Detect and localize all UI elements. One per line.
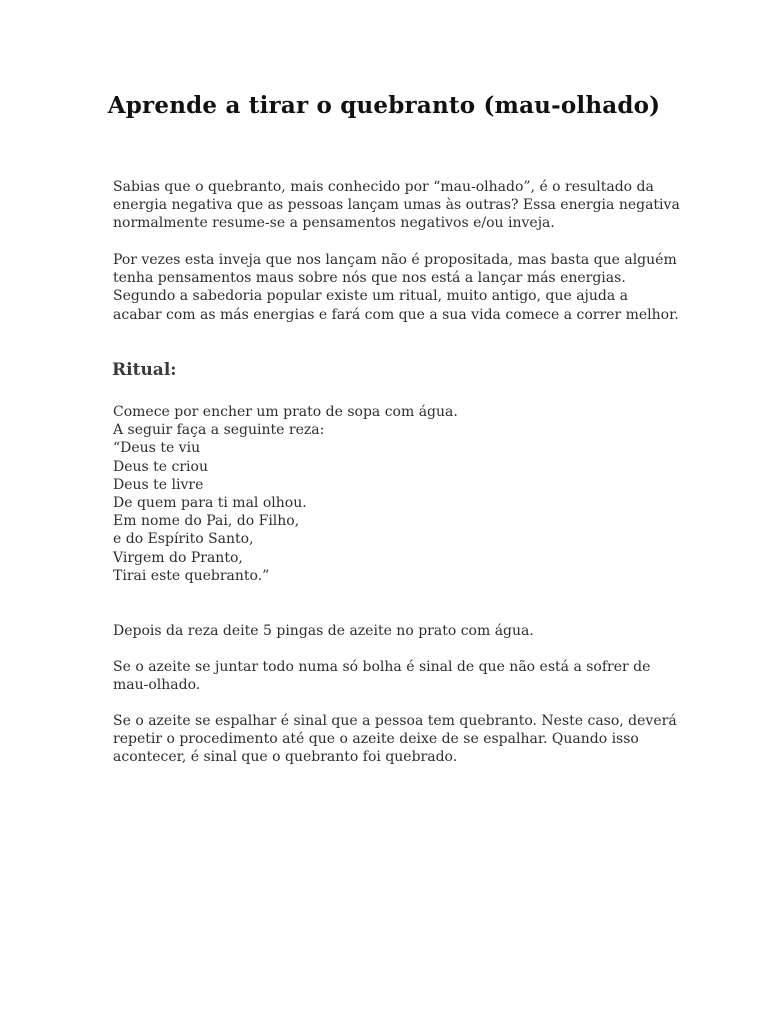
ritual-line: Comece por encher um prato de sopa com água. (113, 404, 458, 420)
envy-line: acabar com as más energias e fará com que a sua vida comece a correr melhor. (113, 306, 679, 323)
spread-line: repetir o procedimento até que o azeite deixe de se espalhar. Quando isso (113, 731, 639, 748)
envy-line: tenha pensamentos maus sobre nós que nos está a lançar más energias. (113, 270, 626, 287)
prayer-line: De quem para ti mal olhou. (113, 495, 307, 512)
prayer-line: e do Espírito Santo, (113, 531, 254, 548)
envy-line: Por vezes esta inveja que nos lançam não é propositada, mas basta que alguém (113, 252, 677, 268)
prayer-line: Deus te criou (113, 458, 208, 475)
envy-paragraph (113, 251, 713, 324)
prayer-line: Em nome do Pai, do Filho, (113, 513, 300, 530)
intro-line: normalmente resume-se a pensamentos negativos e/ou inveja. (113, 215, 555, 232)
envy-line: Segundo a sabedoria popular existe um ritual, muito antigo, que ajuda a (113, 288, 629, 305)
spread-line: Se o azeite se espalhar é sinal que a pessoa tem quebranto. Neste caso, deverá (113, 713, 677, 729)
after-prayer-paragraph (113, 622, 713, 640)
ritual-line: A seguir faça a seguinte reza: (113, 422, 325, 439)
ritual-paragraph (113, 403, 713, 585)
prayer-line: “Deus te viu (113, 440, 201, 457)
intro-paragraph (113, 178, 713, 233)
document-title: Aprende a tirar o quebranto (mau-olhado) (107, 92, 661, 119)
prayer-line: Virgem do Pranto, (113, 549, 243, 566)
ritual-heading: Ritual: (112, 360, 177, 380)
prayer-line: Deus te livre (113, 476, 204, 493)
bubble-paragraph (113, 658, 713, 694)
bubble-line: Se o azeite se juntar todo numa só bolha é sinal de que não está a sofrer de (113, 659, 651, 675)
prayer-line: Tirai este quebranto.” (113, 567, 270, 584)
intro-line: energia negativa que as pessoas lançam umas às outras? Essa energia negativa (113, 197, 680, 214)
after-prayer-line: Depois da reza deite 5 pingas de azeite no prato com água. (113, 623, 534, 639)
spread-line: acontecer, é sinal que o quebranto foi quebrado. (113, 749, 458, 766)
intro-line: Sabias que o quebranto, mais conhecido por “mau-olhado”, é o resultado da (113, 179, 654, 195)
bubble-line: mau-olhado. (113, 677, 201, 694)
spread-paragraph (113, 712, 713, 767)
